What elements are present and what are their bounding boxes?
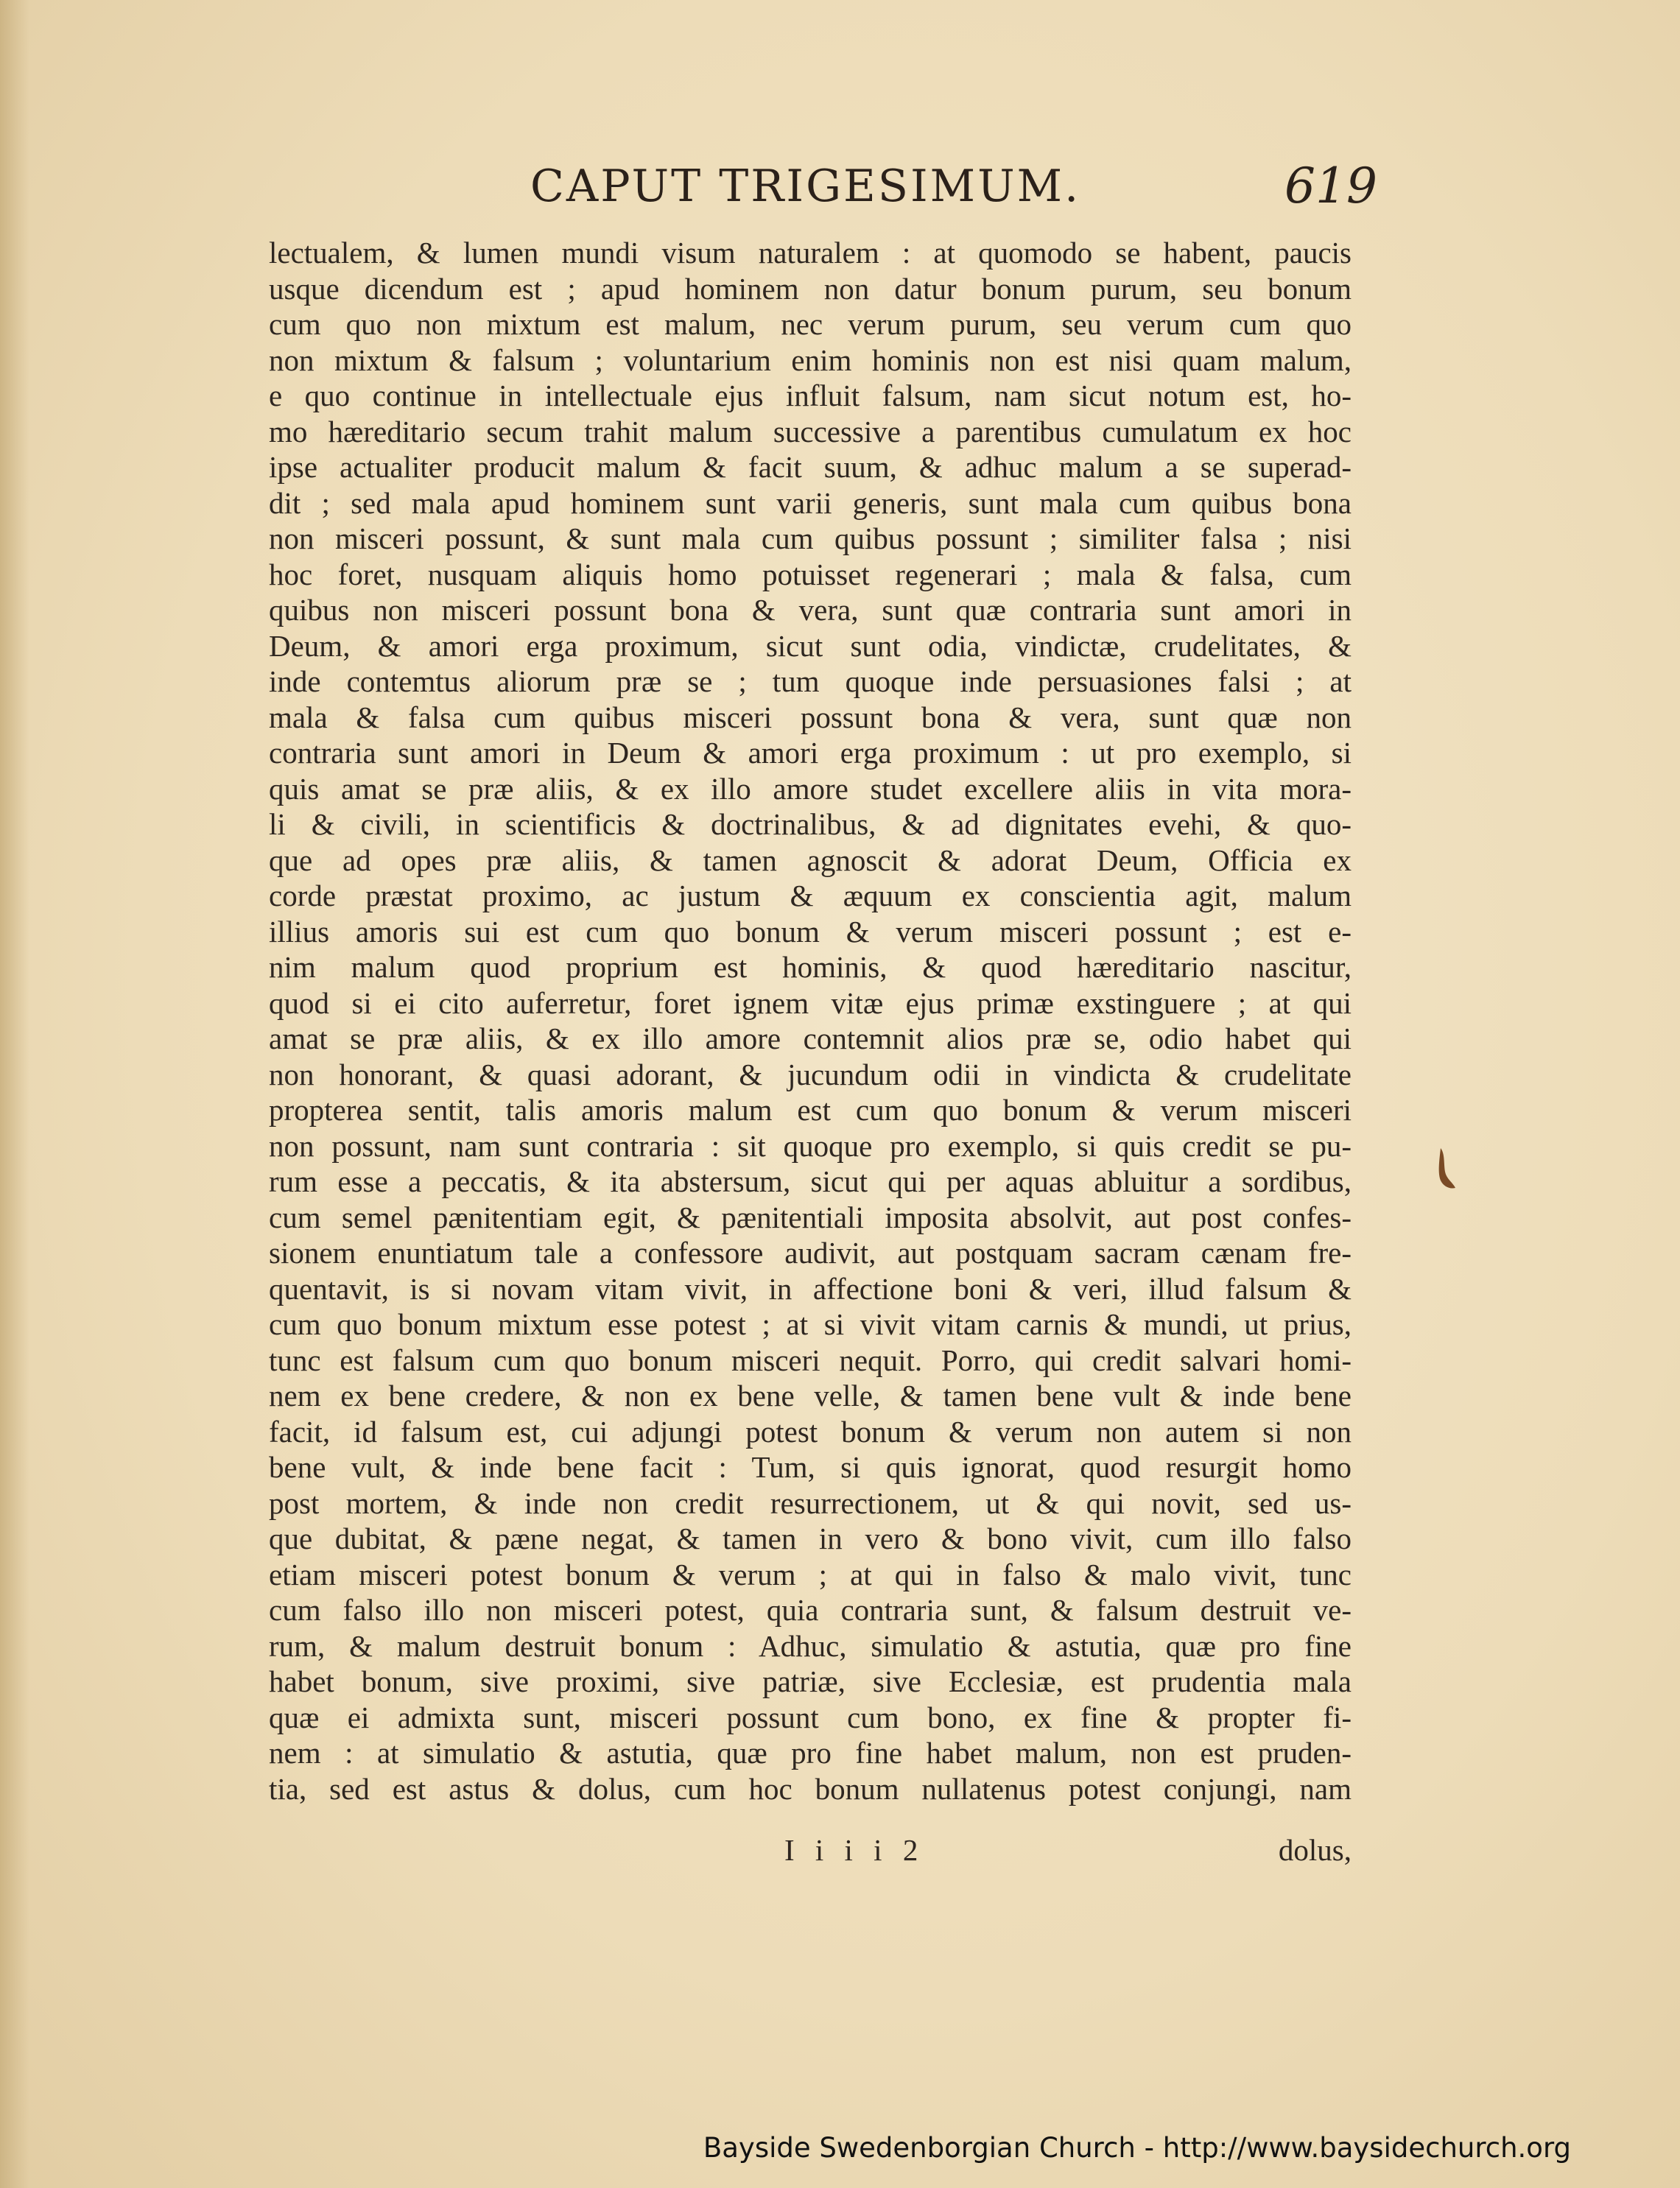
text-line: amat se præ aliis, & ex illo amore contemnit alios præ se, odio habet qui (269, 1021, 1352, 1055)
text-line: ipse actualiter producit malum & facit suum, & adhuc malum a se superad- (269, 450, 1352, 484)
text-line: post mortem, & inde non credit resurrectionem, ut & qui novit, sed us- (269, 1485, 1352, 1520)
text-line: que dubitat, & pæne negat, & tamen in vero & bono vivit, cum illo falso (269, 1522, 1352, 1555)
text-line: quis amat se præ aliis, & ex illo amore studet excellere aliis in vita mora- (269, 771, 1352, 806)
text-line: non possunt, nam sunt contraria : sit quoque pro exemplo, si quis credit se pu- (269, 1128, 1352, 1163)
text-line: quæ ei admixta sunt, misceri possunt cum bono, ex fine & propter fi- (269, 1700, 1352, 1734)
text-line: cum quo non mixtum est malum, nec verum purum, seu verum cum quo (269, 307, 1352, 341)
text-line: cum quo bonum mixtum esse potest ; at si vivit vitam carnis & mundi, ut prius, (269, 1307, 1352, 1341)
text-line: non misceri possunt, & sunt mala cum quibus possunt ; similiter falsa ; nisi (269, 521, 1352, 555)
text-line: e quo continue in intellectuale ejus influit falsum, nam sicut notum est, ho- (269, 379, 1352, 412)
text-line: mala & falsa cum quibus misceri possunt bona & vera, sunt quæ non (269, 700, 1352, 734)
text-line: que ad opes præ aliis, & tamen agnoscit & adorat Deum, Officia ex (269, 843, 1352, 877)
text-line: cum semel pænitentiam egit, & pænitentiali imposita absolvit, aut post confes- (269, 1200, 1352, 1234)
text-line: etiam misceri potest bonum & verum ; at qui in falso & malo vivit, tunc (269, 1557, 1352, 1591)
text-line: nem : at simulatio & astutia, quæ pro fine habet malum, non est pruden- (269, 1736, 1352, 1770)
running-title: CAPUT TRIGESIMUM. (530, 161, 1081, 212)
text-line: corde præstat proximo, ac justum & æquum ex conscientia agit, malum (269, 879, 1352, 912)
page-footer (269, 1832, 1352, 1869)
text-line: Deum, & amori erga proximum, sicut sunt odia, vindictæ, crudelitates, & (269, 628, 1352, 663)
page-number: 619 (1284, 158, 1377, 214)
text-line: propterea sentit, talis amoris malum est cum quo bonum & verum misceri (269, 1093, 1352, 1127)
text-line: contraria sunt amori in Deum & amori erga proximum : ut pro exemplo, si (269, 736, 1352, 770)
text-line: nem ex bene credere, & non ex bene velle, & tamen bene vult & inde bene (269, 1379, 1352, 1413)
running-head (530, 158, 1377, 219)
text-line: habet bonum, sive proximi, sive patriæ, sive Ecclesiæ, est prudentia mala (269, 1664, 1352, 1698)
text-line: illius amoris sui est cum quo bonum & verum misceri possunt ; est e- (269, 914, 1352, 949)
text-line: mo hæreditario secum trahit malum successive a parentibus cumulatum ex hoc (269, 414, 1352, 448)
text-line: nim malum quod proprium est hominis, & quod hæreditario nascitur, (269, 950, 1352, 984)
ink-stain (1435, 1147, 1457, 1191)
text-line: tunc est falsum cum quo bonum misceri nequit. Porro, qui credit salvari homi- (269, 1343, 1352, 1377)
signature-mark: I i i i 2 (784, 1833, 925, 1867)
text-line: non mixtum & falsum ; voluntarium enim hominis non est nisi quam malum, (269, 342, 1352, 377)
text-line: tia, sed est astus & dolus, cum hoc bonum nullatenus potest conjungi, nam (269, 1771, 1352, 1806)
text-line: lectualem, & lumen mundi visum naturalem : at quomodo se habent, paucis (269, 236, 1352, 270)
text-line: quentavit, is si novam vitam vivit, in affectione boni & veri, illud falsum & (269, 1271, 1352, 1306)
text-line: inde contemtus aliorum præ se ; tum quoque inde persuasiones falsi ; at (269, 664, 1352, 698)
text-line: rum, & malum destruit bonum : Adhuc, simulatio & astutia, quæ pro fine (269, 1628, 1352, 1663)
text-line: facit, id falsum est, cui adjungi potest bonum & verum non autem si non (269, 1414, 1352, 1449)
page-edge-shadow (0, 0, 29, 2188)
text-line: bene vult, & inde bene facit : Tum, si quis ignorat, quod resurgit homo (269, 1450, 1352, 1484)
text-line: quod si ei cito auferretur, foret ignem vitæ ejus primæ exstinguere ; at qui (269, 985, 1352, 1020)
text-line: quibus non misceri possunt bona & vera, sunt quæ contraria sunt amori in (269, 593, 1352, 627)
text-line: cum falso illo non misceri potest, quia contraria sunt, & falsum destruit ve- (269, 1593, 1352, 1627)
text-line: usque dicendum est ; apud hominem non datur bonum purum, seu bonum (269, 271, 1352, 306)
text-line: hoc foret, nusquam aliquis homo potuisset regenerari ; mala & falsa, cum (269, 557, 1352, 591)
text-line: dit ; sed mala apud hominem sunt varii generis, sunt mala cum quibus bona (269, 485, 1352, 520)
text-line: non honorant, & quasi adorant, & jucundum odii in vindicta & crudelitate (269, 1057, 1352, 1091)
text-line: sionem enuntiatum tale a confessore audivit, aut postquam sacram cænam fre- (269, 1236, 1352, 1270)
body-text (269, 235, 1352, 1807)
text-line: li & civili, in scientificis & doctrinalibus, & ad dignitates evehi, & quo- (269, 807, 1352, 841)
catchword: dolus, (1278, 1833, 1352, 1867)
watermark: Bayside Swedenborgian Church - http://www.baysidechurch.org (703, 2132, 1571, 2164)
text-line: rum esse a peccatis, & ita abstersum, sicut qui per aquas abluitur a sordibus, (269, 1164, 1352, 1198)
